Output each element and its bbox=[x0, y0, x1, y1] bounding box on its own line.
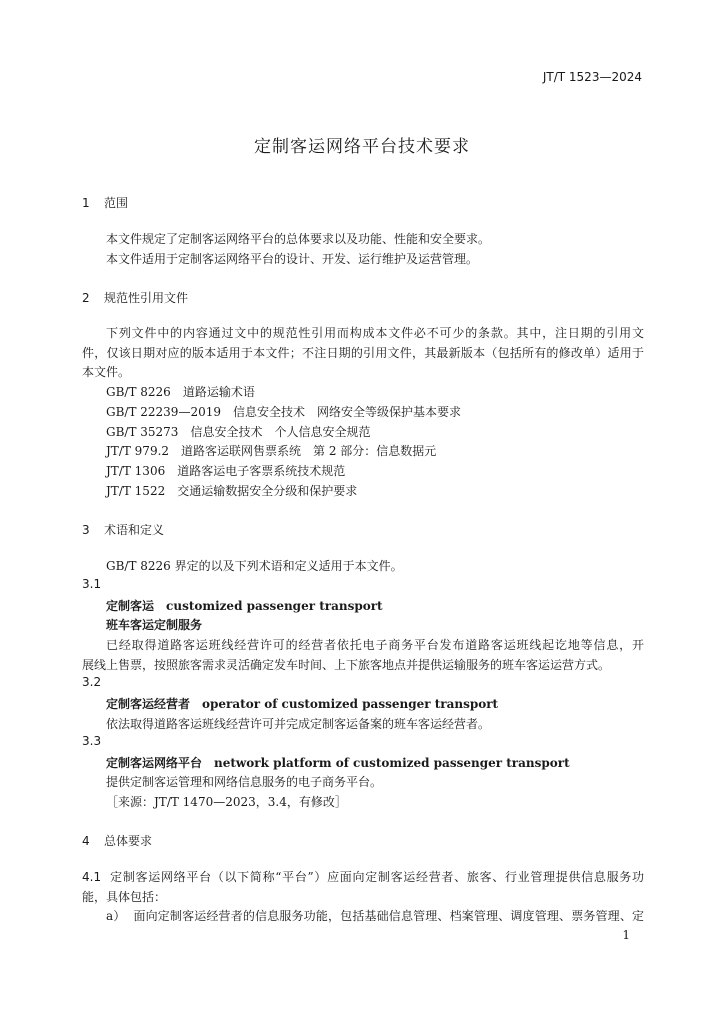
term-definition-line: 已经取得道路客运班线经营许可的经营者依托电子商务平台发布道路客运班线起讫地等信息，开 bbox=[106, 638, 644, 652]
reference-title: 道路客运联网售票系统 第 2 部分：信息数据元 bbox=[181, 444, 437, 458]
section-number: 4 bbox=[82, 834, 90, 848]
term-heading bbox=[106, 695, 498, 712]
reference-item bbox=[106, 442, 436, 459]
paragraph-line: 本文件。 bbox=[82, 365, 131, 379]
reference-title: 道路运输术语 bbox=[182, 385, 255, 399]
reference-item bbox=[106, 482, 357, 499]
section-title: 总体要求 bbox=[104, 834, 153, 848]
reference-code: JT/T 1522 bbox=[106, 484, 166, 498]
section-4-heading bbox=[82, 832, 152, 849]
document-number: JT/T 1523—2024 bbox=[542, 70, 642, 84]
section-number: 1 bbox=[82, 196, 90, 210]
page-number: 1 bbox=[622, 928, 630, 942]
section-1-heading bbox=[82, 194, 128, 211]
section-number: 3 bbox=[82, 523, 90, 537]
term-source: ［来源：JT/T 1470—2023，3.4，有修改］ bbox=[106, 795, 347, 809]
reference-code: GB/T 8226 bbox=[106, 385, 171, 399]
reference-title: 道路客运电子客票系统技术规范 bbox=[177, 464, 346, 478]
clause-number: 3.1 bbox=[82, 577, 102, 591]
clause-text: 定制客运网络平台（以下简称“平台”）应面向定制客运经营者、旅客、行业管理提供信息服务功 bbox=[110, 870, 644, 884]
paragraph: 本文件规定了定制客运网络平台的总体要求以及功能、性能和安全要求。 bbox=[106, 232, 491, 246]
term-english: network platform of customized passenger transport bbox=[214, 756, 570, 770]
section-3-heading bbox=[82, 521, 164, 538]
reference-title: 信息安全技术 网络安全等级保护基本要求 bbox=[233, 405, 462, 419]
term-english: operator of customized passenger transport bbox=[202, 697, 499, 711]
paragraph: 本文件适用于定制客运网络平台的设计、开发、运行维护及运营管理。 bbox=[106, 252, 479, 266]
term-definition-line: 依法取得道路客运班线经营许可并完成定制客运备案的班车客运经营者。 bbox=[106, 717, 491, 731]
clause-number: 3.2 bbox=[82, 675, 102, 689]
term-heading bbox=[106, 597, 383, 614]
clause-number: 4.1 bbox=[82, 870, 102, 884]
reference-item bbox=[106, 423, 370, 440]
clause-4-1-line bbox=[82, 868, 644, 885]
term-chinese: 定制客运 bbox=[106, 599, 155, 613]
term-definition-line: 展线上售票，按照旅客需求灵活确定发车时间、上下旅客地点并提供运输服务的班车客运运营方式。 bbox=[82, 658, 611, 672]
page-title: 定制客运网络平台技术要求 bbox=[254, 137, 470, 157]
list-item-a bbox=[106, 907, 644, 924]
reference-item bbox=[106, 403, 461, 420]
reference-item bbox=[106, 383, 255, 400]
list-item-label: a） bbox=[106, 909, 126, 923]
reference-item bbox=[106, 462, 345, 479]
section-title: 范围 bbox=[104, 196, 129, 210]
reference-code: GB/T 35273 bbox=[106, 425, 179, 439]
list-item-text: 面向定制客运经营者的信息服务功能，包括基础信息管理、档案管理、调度管理、票务管理、定 bbox=[133, 909, 644, 923]
reference-title: 信息安全技术 个人信息安全规范 bbox=[190, 425, 371, 439]
section-title: 术语和定义 bbox=[104, 523, 165, 537]
section-title: 规范性引用文件 bbox=[104, 291, 189, 305]
reference-title: 交通运输数据安全分级和保护要求 bbox=[177, 484, 358, 498]
paragraph-line: 件，仅该日期对应的版本适用于本文件；不注日期的引用文件，其最新版本（包括所有的修改单）适用于 bbox=[82, 346, 644, 360]
section-2-heading bbox=[82, 289, 188, 306]
term-heading bbox=[106, 754, 570, 771]
term-english: customized passenger transport bbox=[166, 599, 383, 613]
term-alternative: 班车客运定制服务 bbox=[106, 618, 203, 632]
reference-code: GB/T 22239—2019 bbox=[106, 405, 221, 419]
clause-4-1-line: 能，具体包括： bbox=[82, 890, 167, 904]
term-chinese: 定制客运经营者 bbox=[106, 697, 191, 711]
term-chinese: 定制客运网络平台 bbox=[106, 756, 203, 770]
paragraph-line: 下列文件中的内容通过文中的规范性引用而构成本文件必不可少的条款。其中，注日期的引用文 bbox=[106, 326, 644, 340]
clause-number: 3.3 bbox=[82, 734, 102, 748]
reference-code: JT/T 979.2 bbox=[106, 444, 170, 458]
reference-code: JT/T 1306 bbox=[106, 464, 166, 478]
term-definition-line: 提供定制客运管理和网络信息服务的电子商务平台。 bbox=[106, 775, 383, 789]
section-number: 2 bbox=[82, 291, 90, 305]
paragraph: GB/T 8226 界定的以及下列术语和定义适用于本文件。 bbox=[106, 559, 403, 573]
